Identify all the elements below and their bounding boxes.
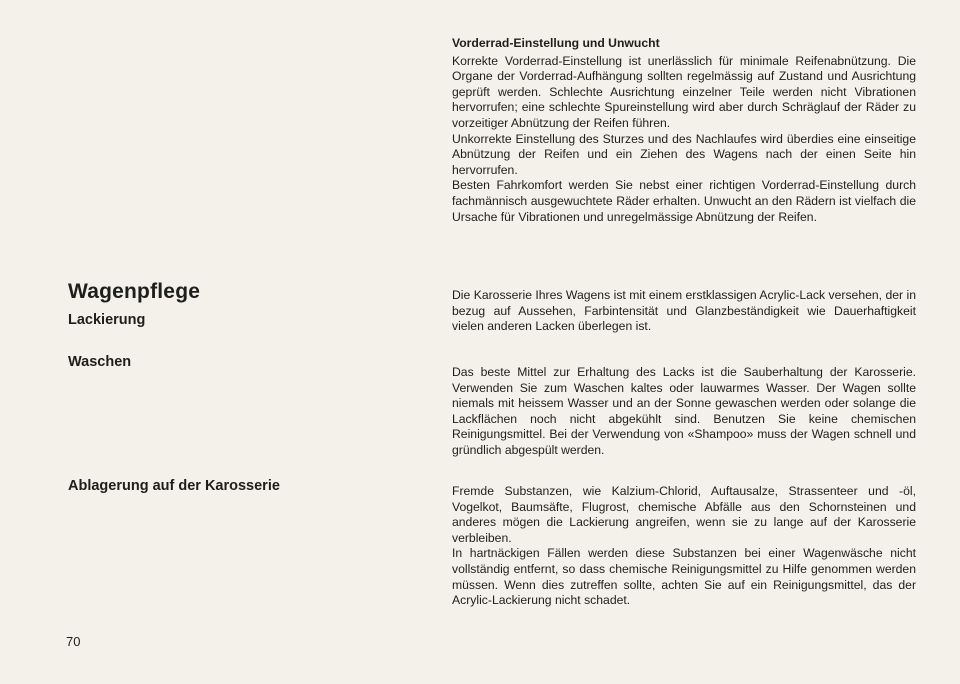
paragraph: Korrekte Vorderrad-Einstellung ist unerlässlich für minimale Reifenabnützung. Die Organe der Vorderrad-Aufhängung sollten regelmässig auf Zustand und Ausrichtung geprüft werden. Schlechte Ausrichtung einzelner Teile werden nicht Vibrationen hervorrufen; eine schlechte Spureinstellung wird aber durch Schräglauf der Räder zu vorzeitiger Abnützung der Reifen führen. <box>452 53 916 130</box>
subheading-waschen: Waschen <box>68 354 132 370</box>
page-title: Wagenpflege <box>68 280 201 303</box>
paragraph: Die Karosserie Ihres Wagens ist mit einem erstklassigen Acrylic-Lack versehen, der in bezug auf Aussehen, Farbintensität und Glanzbeständigkeit wie Dauerhaftigkeit vielen anderen Lacken überlegen ist. <box>452 288 916 334</box>
paragraph: Das beste Mittel zur Erhaltung des Lacks ist die Sauberhaltung der Karosserie. Verwenden Sie zum Waschen kaltes oder lauwarmes Wasser. Der Wagen sollte niemals mit heissem Wasser und an der Sonne gewaschen werden oder solange die Lackflächen noch nicht abgekühlt sind. Benutzen Sie keine chemischen Reinigungsmittel. Bei der Verwendung von «Shampoo» muss der Wagen schnell und gründlich abgespült werden. <box>452 365 916 457</box>
section-waschen <box>452 365 916 459</box>
section-title-vorderrad: Vorderrad-Einstellung und Unwucht <box>452 36 660 50</box>
paragraph: Besten Fahrkomfort werden Sie nebst einer richtigen Vorderrad-Einstellung durch fachmännisch ausgewuchtete Räder erhalten. Unwucht an den Rädern ist vielfach die Ursache für Vibrationen und unregelmässige Abnützung der Reifen. <box>452 178 916 224</box>
paragraph: Unkorrekte Einstellung des Sturzes und des Nachlaufes wird überdies eine einseitige Abnützung der Reifen und ein Ziehen des Wagens nach der einen Seite hin hervorrufen. <box>452 131 916 177</box>
paragraph: In hartnäckigen Fällen werden diese Substanzen bei einer Wagenwäsche nicht vollständig entfernt, so dass chemische Reinigungsmittel zu Hilfe genommen werden müssen. Wenn dies zutreffen sollte, achten Sie auf ein Reinigungsmittel, das der Acrylic-Lackierung nicht schadet. <box>452 546 916 608</box>
subheading-lackierung: Lackierung <box>68 312 146 328</box>
section-vorderrad <box>452 36 916 225</box>
section-ablagerung <box>452 484 916 609</box>
paragraph: Fremde Substanzen, wie Kalzium-Chlorid, Auftausalze, Strassenteer und -öl, Vogelkot, Baumsäfte, Flugrost, chemische Abfälle aus den Schornsteinen und anderes mögen die Lackierung angreifen, wenn sie zu lange auf der Karosserie verbleiben. <box>452 484 916 545</box>
section-lackierung <box>452 288 916 335</box>
page-number: 70 <box>66 634 81 649</box>
subheading-ablagerung: Ablagerung auf der Karosserie <box>68 478 280 494</box>
